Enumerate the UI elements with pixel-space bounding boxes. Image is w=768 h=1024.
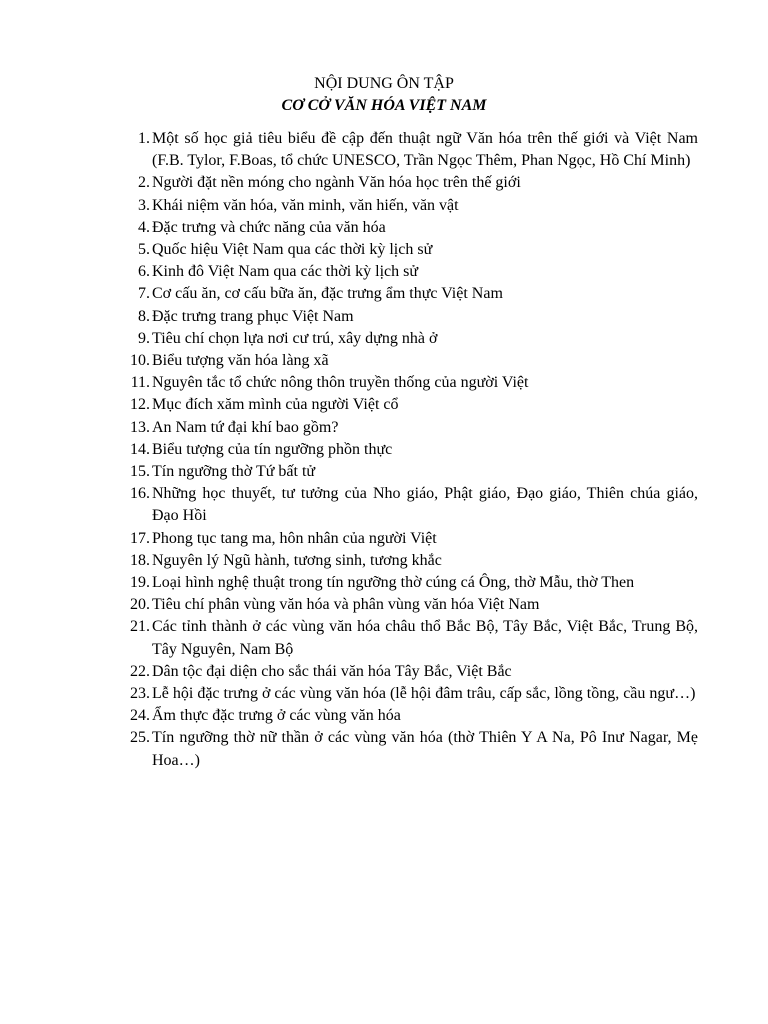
page-subtitle: CƠ CỞ VĂN HÓA VIỆT NAM <box>281 97 487 114</box>
list-item-number: 25. <box>130 729 150 747</box>
list-item-number: 14. <box>130 440 150 458</box>
list-item-text: Tín ngưỡng thờ nữ thần ở các vùng văn hóa (thờ Thiên Y A Na, Pô Inư Nagar, Mẹ Hoa…) <box>152 729 698 769</box>
list-item-text: Nguyên tắc tổ chức nông thôn truyền thống của người Việt <box>152 374 529 392</box>
list-item-text: Quốc hiệu Việt Nam qua các thời kỳ lịch sử <box>152 241 433 259</box>
list-item-number: 24. <box>130 707 150 725</box>
list-item-text: Một số học giả tiêu biểu đề cập đến thuật ngữ Văn hóa trên thế giới và Việt Nam (F.B. Tylor, F.Boas, tổ chức UNESCO, Trần Ngọc Thêm, Phan Ngọc, Hồ Chí Minh) <box>152 130 698 170</box>
list-item-number: 23. <box>130 685 150 703</box>
list-item <box>128 727 698 771</box>
list-item-text: Đặc trưng trang phục Việt Nam <box>152 307 354 325</box>
list-item-number: 20. <box>130 596 150 614</box>
list-item-text: Người đặt nền móng cho ngành Văn hóa học trên thế giới <box>152 174 521 192</box>
list-item <box>128 394 698 416</box>
list-item <box>128 528 698 550</box>
list-item-text: Biểu tượng của tín ngưỡng phồn thực <box>152 440 393 458</box>
list-item-number: 5. <box>138 241 150 259</box>
list-item-number: 13. <box>130 418 150 436</box>
list-item-text: Dân tộc đại diện cho sắc thái văn hóa Tây Bắc, Việt Bắc <box>152 662 512 680</box>
list-item <box>128 417 698 439</box>
list-item-number: 3. <box>138 196 150 214</box>
list-item-text: Tiêu chí chọn lựa nơi cư trú, xây dựng nhà ở <box>152 329 438 347</box>
list-item-number: 22. <box>130 662 150 680</box>
list-item <box>128 283 698 305</box>
list-item-text: An Nam tứ đại khí bao gồm? <box>152 418 339 436</box>
list-item-text: Khái niệm văn hóa, văn minh, văn hiến, văn vật <box>152 196 459 214</box>
list-item-text: Ẩm thực đặc trưng ở các vùng văn hóa <box>152 707 401 725</box>
list-item-text: Kinh đô Việt Nam qua các thời kỳ lịch sử <box>152 263 419 281</box>
list-item <box>128 616 698 660</box>
list-item-number: 19. <box>130 574 150 592</box>
list-item-number: 6. <box>138 263 150 281</box>
list-item-number: 8. <box>138 307 150 325</box>
list-item <box>128 550 698 572</box>
list-item-text: Tiêu chí phân vùng văn hóa và phân vùng văn hóa Việt Nam <box>152 596 540 614</box>
page-title: NỘI DUNG ÔN TẬP <box>314 75 454 92</box>
list-item <box>128 705 698 727</box>
list-item <box>128 461 698 483</box>
list-item-number: 12. <box>130 396 150 414</box>
list-item-text: Mục đích xăm mình của người Việt cổ <box>152 396 399 414</box>
list-item-text: Loại hình nghệ thuật trong tín ngưỡng thờ cúng cá Ông, thờ Mẫu, thờ Then <box>152 574 635 592</box>
list-item-number: 1. <box>138 130 150 147</box>
list-item-number: 15. <box>130 463 150 481</box>
list-item-number: 9. <box>138 329 150 347</box>
list-item-text: Những học thuyết, tư tưởng của Nho giáo, Phật giáo, Đạo giáo, Thiên chúa giáo, Đạo Hồi <box>152 485 698 525</box>
list-item <box>128 172 698 194</box>
list-item-number: 17. <box>130 529 150 547</box>
list-item <box>128 683 698 705</box>
topic-list <box>128 128 698 772</box>
list-item <box>128 483 698 527</box>
list-item <box>128 306 698 328</box>
list-item-text: Biểu tượng văn hóa làng xã <box>152 352 329 370</box>
list-item-text: Cơ cấu ăn, cơ cấu bữa ăn, đặc trưng ẩm thực Việt Nam <box>152 285 503 303</box>
list-item-number: 18. <box>130 551 150 569</box>
list-item-number: 16. <box>130 485 150 503</box>
list-item <box>128 372 698 394</box>
list-item <box>128 572 698 594</box>
list-item <box>128 439 698 461</box>
list-item <box>128 195 698 217</box>
list-item <box>128 594 698 616</box>
list-item <box>128 261 698 283</box>
list-item-text: Tín ngưỡng thờ Tứ bất tử <box>152 463 316 481</box>
list-item-number: 10. <box>130 352 150 370</box>
list-item-text: Nguyên lý Ngũ hành, tương sinh, tương khắc <box>152 551 442 569</box>
list-item <box>128 128 698 172</box>
list-item-number: 21. <box>130 618 150 636</box>
list-item <box>128 661 698 683</box>
list-item <box>128 239 698 261</box>
list-item-number: 7. <box>138 285 150 303</box>
list-item-number: 11. <box>130 374 150 392</box>
list-item <box>128 217 698 239</box>
list-item-text: Phong tục tang ma, hôn nhân của người Việt <box>152 529 437 547</box>
list-item <box>128 350 698 372</box>
list-item-number: 2. <box>138 174 150 192</box>
list-item <box>128 328 698 350</box>
list-item-number: 4. <box>138 218 150 236</box>
list-item-text: Các tỉnh thành ở các vùng văn hóa châu thổ Bắc Bộ, Tây Bắc, Việt Bắc, Trung Bộ, Tây Nguyên, Nam Bộ <box>152 618 698 658</box>
list-item-text: Đặc trưng và chức năng của văn hóa <box>152 218 386 236</box>
list-item-text: Lễ hội đặc trưng ở các vùng văn hóa (lễ hội đâm trâu, cấp sắc, lồng tồng, cầu ngư…) <box>152 685 696 703</box>
